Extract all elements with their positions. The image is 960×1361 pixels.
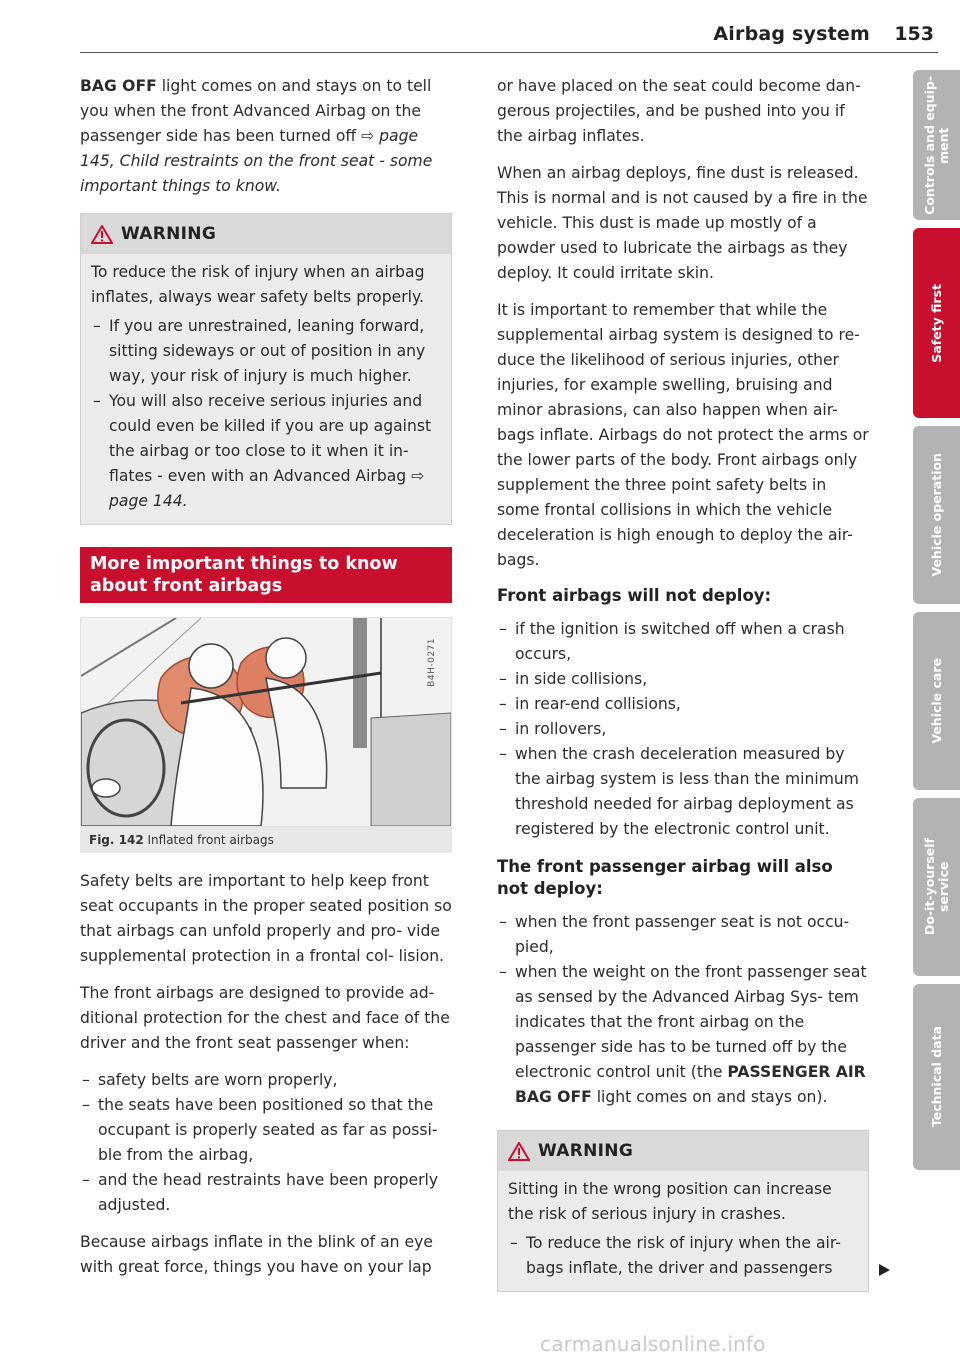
list-item: – in rear-end collisions, <box>497 692 869 717</box>
left-column <box>80 74 452 1292</box>
list-item: – the seats have been positioned so that the occupant is properly seated as far as possi- ble from the airbag, <box>80 1093 452 1168</box>
list-item <box>497 960 869 1110</box>
warning-1-text: To reduce the risk of injury when an airbag inflates, always wear safety belts properly. <box>91 263 425 306</box>
bag-off-label: BAG OFF <box>80 77 157 95</box>
list-item <box>91 389 441 514</box>
figure-caption <box>80 827 452 853</box>
page-145-reference[interactable]: ⇨ page 145, Child restraints on the front seat - some important things to know. <box>80 127 433 195</box>
list-item: – in rollovers, <box>497 717 869 742</box>
page-144-reference[interactable]: ⇨ page 144. <box>109 467 425 510</box>
right-column <box>497 74 869 1310</box>
tab-do-it-yourself-service[interactable]: Do-it-yourself service <box>913 798 960 976</box>
paragraph: It is important to remember that while the supplemental airbag system is designed to re- duce the likelihood of serious injuries, other injuries, for example swelling, bruising and minor abrasions, can also happen when air- bags inflate. Airbags do not protect the arms or the lower parts of the body. Front airbags only supplement the three point safety belts in some frontal collisions in which the vehicle deceleration is high enough to deploy the air- bags. <box>497 301 869 569</box>
chapter-tabs <box>913 70 960 1178</box>
warning-triangle-icon <box>91 225 113 244</box>
subheading-will-not-deploy: Front airbags will not deploy: <box>497 586 772 605</box>
intro-paragraph <box>80 74 452 199</box>
warning-1-item-2-text: You will also receive serious injuries and could even be killed if you are up against the airbag or too close to it when it in- flates - even with an Advanced Airbag <box>109 392 432 485</box>
page-number: 153 <box>894 23 934 45</box>
airbag-illustration <box>81 618 451 826</box>
warning-title-1: WARNING <box>121 223 217 244</box>
intro-text: light comes on and stays on to tell you when the front Advanced Airbag on the passenger side has been turned off <box>80 77 432 145</box>
section-heading: More important things to know about front airbags <box>80 547 452 603</box>
paragraph: Safety belts are important to help keep front seat occupants in the proper seated position so that airbags can unfold properly and pro- vide supplemental protection in a frontal col- lision. <box>80 872 452 965</box>
figure-inflated-airbags <box>80 617 452 827</box>
paragraph: or have placed on the seat could become dan- gerous projectiles, and be pushed into you if the airbag inflates. <box>497 77 861 145</box>
paragraph: When an airbag deploys, fine dust is released. This is normal and is not caused by a fire in the vehicle. This dust is made up mostly of a powder used to lubricate the airbags as they deploy. It could irritate skin. <box>497 164 868 282</box>
no-deploy-list <box>497 617 869 842</box>
airbag-conditions-list <box>80 1068 452 1218</box>
warning-1-list <box>91 314 441 514</box>
list-item-text: when the weight on the front passenger seat as sensed by the Advanced Airbag Sys- tem indicates that the front airbag on the passenger side has to be turned off by the electronic control unit (the <box>515 963 867 1081</box>
figure-code: B4H-0271 <box>427 638 437 687</box>
paragraph: Because airbags inflate in the blink of an eye with great force, things you have on your lap <box>80 1233 433 1276</box>
subheading-passenger-not-deploy: The front passenger airbag will also not deploy: <box>497 857 833 898</box>
continue-arrow-icon <box>877 1263 891 1277</box>
tab-vehicle-operation[interactable]: Vehicle operation <box>913 426 960 604</box>
list-item: – when the crash deceleration measured by the airbag system is less than the minimum threshold needed for airbag deployment as registered by the electronic control unit. <box>497 742 869 842</box>
warning-header-1 <box>81 214 451 254</box>
list-item: – To reduce the risk of injury when the air- bags inflate, the driver and passengers <box>508 1231 858 1281</box>
list-item: – and the head restraints have been properly adjusted. <box>80 1168 452 1218</box>
warning-body-1 <box>81 254 451 524</box>
list-item: – safety belts are worn properly, <box>80 1068 452 1093</box>
passenger-airbag-off-label: PASSENGER AIR BAG OFF <box>515 1063 866 1106</box>
running-header-title: Airbag system <box>713 23 870 45</box>
list-item: – If you are unrestrained, leaning forward, sitting sideways or out of position in any way, your risk of injury is much higher. <box>91 314 441 389</box>
tab-vehicle-care[interactable]: Vehicle care <box>913 612 960 790</box>
warning-box-1 <box>80 213 452 525</box>
figure-label: Fig. 142 <box>89 833 144 847</box>
warning-2-list <box>508 1231 858 1281</box>
passenger-no-deploy-list <box>497 910 869 1110</box>
warning-header-2 <box>498 1131 868 1171</box>
warning-box-2 <box>497 1130 869 1292</box>
warning-title-2: WARNING <box>538 1140 634 1161</box>
warning-body-2 <box>498 1171 868 1291</box>
tab-controls-and-equipment[interactable]: Controls and equip- ment <box>913 70 960 220</box>
watermark: carmanualsonline.info <box>540 1332 766 1356</box>
warning-triangle-icon <box>508 1142 530 1161</box>
list-item: – in side collisions, <box>497 667 869 692</box>
list-item: – if the ignition is switched off when a crash occurs, <box>497 617 869 667</box>
warning-2-text: Sitting in the wrong position can increase the risk of serious injury in crashes. <box>508 1180 832 1223</box>
list-item: – when the front passenger seat is not occu- pied, <box>497 910 869 960</box>
paragraph: The front airbags are designed to provide ad- ditional protection for the chest and face of the driver and the front seat passenger when: <box>80 984 450 1052</box>
list-item-tail: light comes on and stays on). <box>591 1088 828 1106</box>
header-rule <box>80 52 938 53</box>
tab-technical-data[interactable]: Technical data <box>913 984 960 1170</box>
tab-safety-first[interactable]: Safety first <box>913 228 960 418</box>
figure-caption-text: Inflated front airbags <box>143 833 274 847</box>
